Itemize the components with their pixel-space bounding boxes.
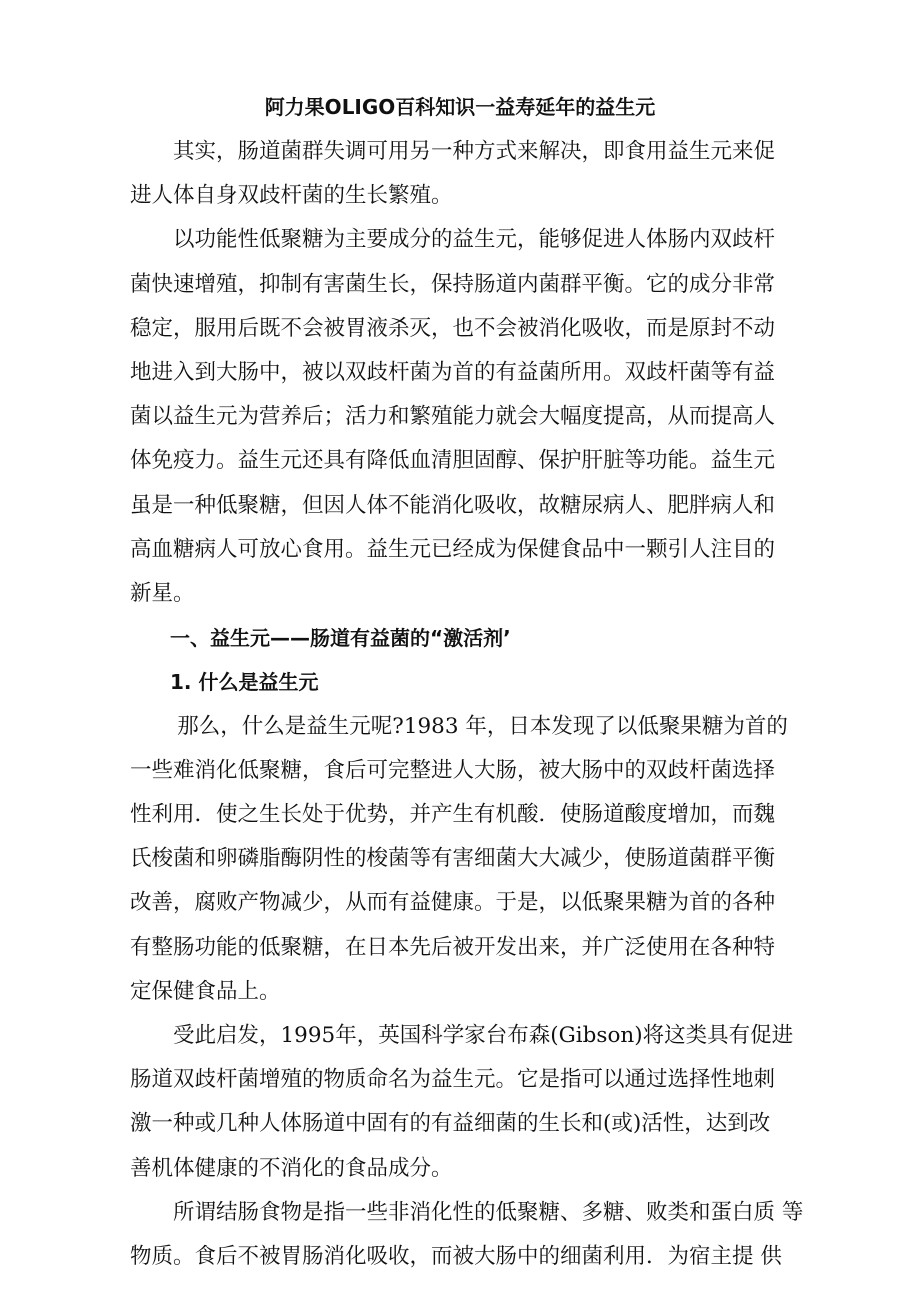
text-line: 善机体健康的不消化的食品成分。 [130, 1155, 453, 1181]
text-line: 地进入到大肠中，被以双歧杆菌为首的有益菌所用。双歧杆菌等有益 [130, 360, 776, 386]
paragraph-3 [130, 705, 790, 1014]
text-line: 稳定，服用后既不会被胃液杀灭，也不会被消化吸收，而是原封不动 [130, 315, 776, 341]
text-line: 虽是一种低聚糖，但因人体不能消化吸收，故糖尿病人、肥胖病人和 [130, 492, 776, 518]
text-line: 定保健食品上。 [130, 978, 281, 1004]
text-line: 激一种或几种人体肠道中固有的有益细菌的生长和(或)活性，达到改 [130, 1111, 771, 1137]
paragraph-5 [130, 1191, 804, 1279]
text-line: 其实，肠道菌群失调可用另一种方式来解决，即食用益生元来促 [173, 139, 776, 164]
text-line: 菌快速增殖，抑制有害菌生长，保持肠道内菌群平衡。它的成分非常 [130, 271, 776, 297]
text-line: 物质。食后不被胃肠消化吸收，而被大肠中的细菌利用．为宿主提 供 [130, 1244, 782, 1270]
text-line: 那么，什么是益生元呢?1983 年，日本发现了以低聚果糖为首的 [177, 713, 788, 739]
section-heading: 一、益生元——肠道有益菌的“激活剂’ [170, 626, 511, 651]
text-line: 进人体自身双歧杆菌的生长繁殖。 [130, 183, 453, 209]
paragraph-1 [130, 130, 790, 218]
text-line: 性利用．使之生长处于优势，并产生有机酸．使肠道酸度增加，而魏 [130, 802, 776, 828]
text-line: 新星。 [130, 581, 195, 607]
text-line: 有整肠功能的低聚糖，在日本先后被开发出来，并广泛使用在各种特 [130, 934, 776, 960]
text-line: 以功能性低聚糖为主要成分的益生元，能够促进人体肠内双歧杆 [173, 227, 776, 253]
paragraph-2 [130, 218, 790, 616]
text-line: 菌以益生元为营养后；活力和繁殖能力就会大幅度提高，从而提高人 [130, 404, 776, 430]
text-line: 一些难消化低聚糖，食后可完整进人大肠，被大肠中的双歧杆菌选择 [130, 757, 776, 783]
document-body [130, 130, 804, 1279]
paragraph-4 [130, 1014, 794, 1191]
text-line: 改善，腐败产物减少，从而有益健康。于是，以低聚果糖为首的各种 [130, 890, 776, 916]
sub-heading: 1. 什么是益生元 [170, 670, 319, 695]
text-line: 肠道双歧杆菌增殖的物质命名为益生元。它是指可以通过选择性地刺 [130, 1067, 776, 1093]
text-line: 所谓结肠食物是指一些非消化性的低聚糖、多糖、败类和蛋白质 等 [173, 1199, 804, 1225]
text-line: 高血糖病人可放心食用。益生元已经成为保健食品中一颗引人注目的 [130, 536, 776, 562]
text-line: 受此启发，1995年，英国科学家台布森(Gibson)将这类具有促进 [173, 1023, 794, 1049]
document-title: 阿力果OLIGO百科知识一益寿延年的益生元 [264, 95, 656, 119]
text-line: 体免疫力。益生元还具有降低血清胆固醇、保护肝脏等功能。益生元 [130, 448, 776, 474]
text-line: 氏梭菌和卵磷脂酶阴性的梭菌等有害细菌大大减少，使肠道菌群平衡 [130, 846, 776, 872]
